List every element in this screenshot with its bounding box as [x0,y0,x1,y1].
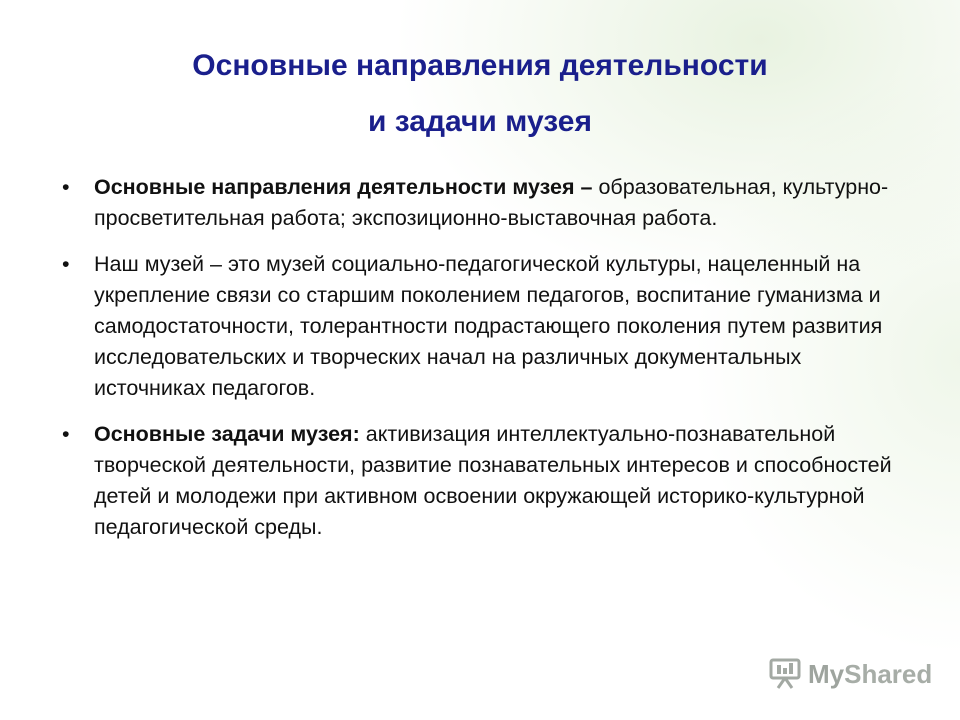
watermark-text-shared: Shared [844,658,933,689]
bullet-dot-icon: • [62,422,70,446]
bullet-item [62,419,902,543]
bullet-text: активизация интеллектуально-познавательной творческой деятельности, развитие познавательных интересов и способностей детей и молодежи при активном освоении окружающей историко-культурной педагогической среды. [94,422,892,539]
myshared-watermark [768,656,932,692]
bullet-dot-icon: • [62,175,70,199]
slide-title [0,38,960,150]
bullet-bold-text: Основные задачи музея: [94,422,360,446]
bullet-item [62,249,902,404]
presentation-board-icon [768,658,802,690]
bullet-list [62,172,902,558]
title-line-1: Основные направления деятельности [192,49,768,82]
watermark-text-my: My [808,658,845,689]
title-line-2: и задачи музея [368,105,592,138]
bullet-text: Наш музей – это музей социально-педагогической культуры, нацеленный на укрепление связи со старшим поколением педагогов, воспитание гуманизма и самодостаточности, толерантности подрастающего поколения путем развития исследовательских и творческих начал на различных документальных источниках педагогов. [94,252,883,400]
bullet-bold-text: Основные направления деятельности музея – [94,175,593,199]
bullet-dot-icon: • [62,252,70,276]
bullet-item [62,172,902,234]
bullet-text: образовательная, культурно-просветительная работа; экспозиционно-выставочная работа. [94,175,889,230]
